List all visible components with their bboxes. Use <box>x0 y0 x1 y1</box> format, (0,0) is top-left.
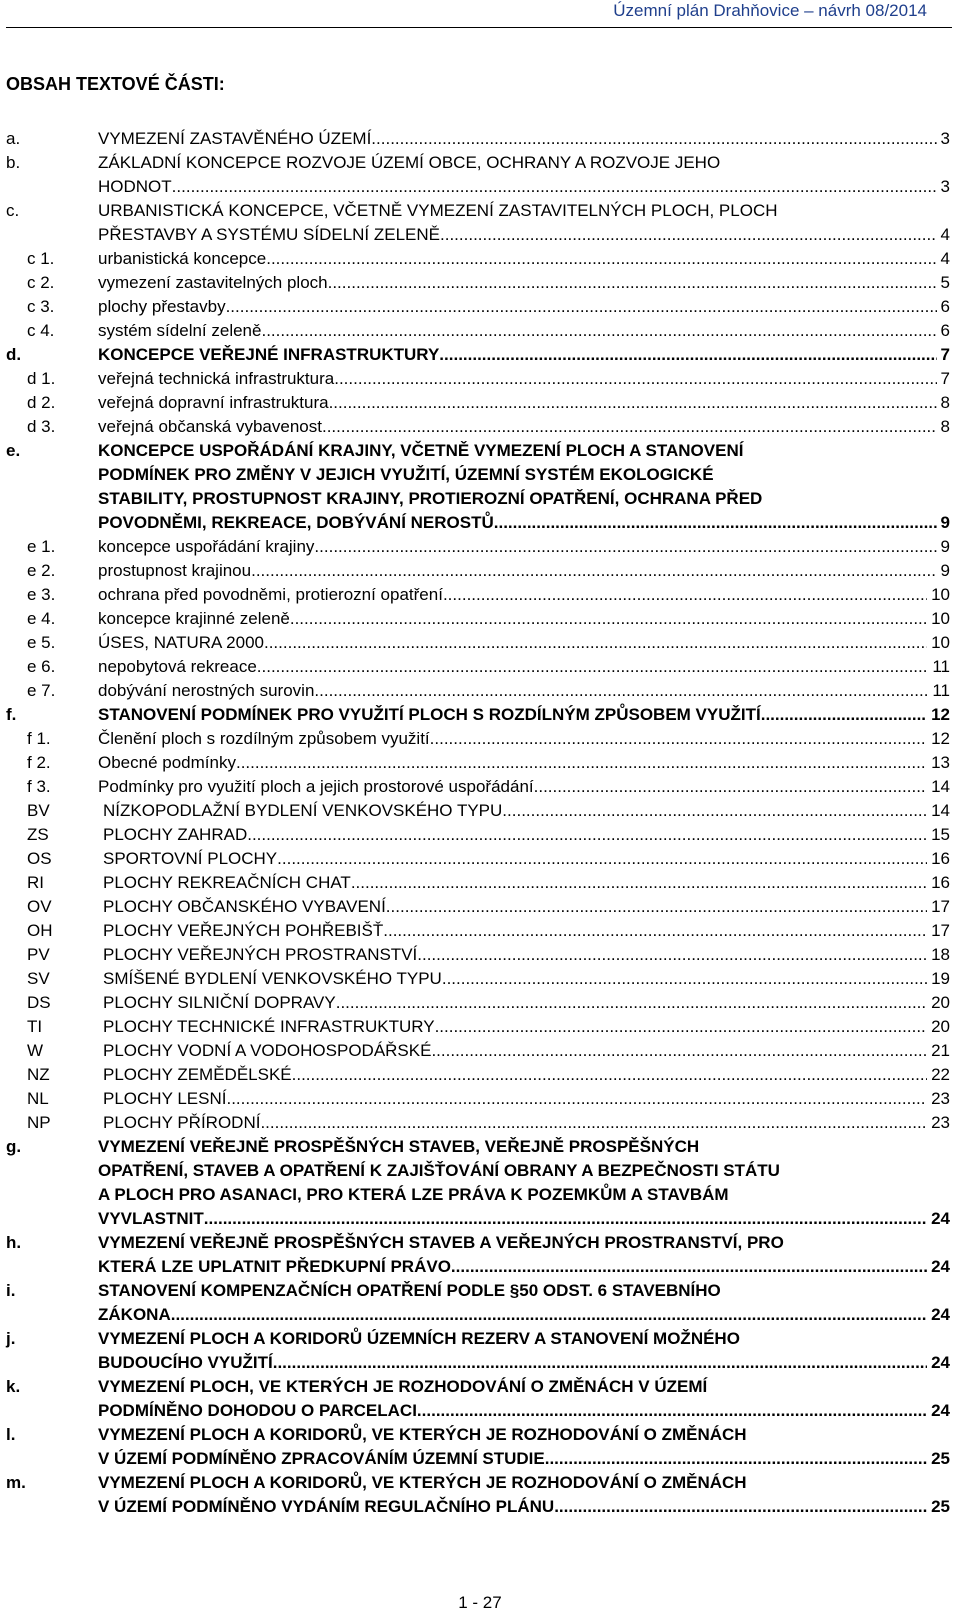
document-title: Územní plán Drahňovice – návrh 08/2014 <box>613 1 927 20</box>
toc-entry-title: veřejná občanská vybavenost <box>98 417 322 436</box>
toc-entry[interactable] <box>0 127 960 151</box>
toc-page-number: 24 <box>931 1209 950 1228</box>
toc-entry-label: SV <box>27 969 50 988</box>
toc-entry[interactable] <box>0 895 960 919</box>
toc-entry-title: VYMEZENÍ PLOCH A KORIDORŮ ÚZEMNÍCH REZERV A STANOVENÍ MOŽNÉHO <box>98 1329 740 1348</box>
toc-entry-title: URBANISTICKÁ KONCEPCE, VČETNĚ VYMEZENÍ ZASTAVITELNÝCH PLOCH, PLOCH <box>98 201 778 220</box>
toc-entry-label: NZ <box>27 1065 50 1084</box>
toc-entry-label: j. <box>6 1329 16 1348</box>
toc-entry-label <box>0 1351 98 1375</box>
toc-page-number: 22 <box>931 1065 950 1084</box>
toc-entry[interactable] <box>0 679 960 703</box>
toc-leader-dots <box>439 343 936 367</box>
toc-entry[interactable] <box>0 943 960 967</box>
toc-entry-label: i. <box>6 1281 16 1300</box>
toc-page-number: 12 <box>931 729 950 748</box>
page-number: 1 - 27 <box>458 1593 502 1612</box>
toc-entry-title: systém sídelní zeleně <box>98 321 262 340</box>
toc-leader-dots <box>440 223 937 247</box>
toc-page-number: 10 <box>931 633 950 652</box>
toc-entry[interactable] <box>0 655 960 679</box>
toc-entry-label <box>0 463 98 487</box>
toc-entry[interactable] <box>0 751 960 775</box>
toc-entry[interactable] <box>0 799 960 823</box>
toc-entry[interactable] <box>0 559 960 583</box>
toc-entry-label: e 2. <box>27 561 56 580</box>
toc-leader-dots <box>260 1111 927 1135</box>
toc-entry-label: a. <box>6 129 21 148</box>
toc-leader-dots <box>351 871 927 895</box>
toc-page-number: 12 <box>931 705 950 724</box>
toc-entry-label: e 3. <box>27 585 56 604</box>
toc-page-number: 11 <box>932 657 950 676</box>
toc-entry[interactable] <box>0 1231 960 1255</box>
toc-entry[interactable] <box>0 991 960 1015</box>
toc-entry-title: urbanistická koncepce <box>98 249 267 268</box>
toc-entry[interactable] <box>0 439 960 463</box>
toc-entry-title: veřejná dopravní infrastruktura <box>98 393 329 412</box>
toc-leader-dots <box>431 1039 927 1063</box>
toc-entry-label: e 7. <box>27 681 56 700</box>
toc-page-number: 3 <box>940 177 950 196</box>
toc-entry[interactable] <box>0 199 960 223</box>
toc-entry-label: OH <box>27 921 53 940</box>
toc-page-number: 16 <box>931 849 950 868</box>
toc-entry-title: PŘESTAVBY A SYSTÉMU SÍDELNÍ ZELENĚ <box>98 225 441 244</box>
toc-entry[interactable] <box>0 535 960 559</box>
toc-entry-title: A PLOCH PRO ASANACI, PRO KTERÁ LZE PRÁVA K POZEMKŮM A STAVBÁM <box>98 1185 729 1204</box>
toc-entry[interactable] <box>0 247 960 271</box>
header-divider <box>6 27 952 28</box>
toc-entry-label: e 6. <box>27 657 56 676</box>
toc-page-number: 4 <box>940 225 950 244</box>
toc-entry-label: RI <box>27 873 44 892</box>
toc-entry-title: PLOCHY VODNÍ A VODOHOSPODÁŘSKÉ <box>103 1041 432 1060</box>
toc-entry-label: DS <box>27 993 51 1012</box>
toc-leader-dots <box>443 583 927 607</box>
toc-entry-title: PLOCHY PŘÍRODNÍ <box>103 1113 261 1132</box>
toc-leader-dots <box>226 295 937 319</box>
toc-entry[interactable] <box>0 919 960 943</box>
toc-entry-title: PLOCHY VEŘEJNÝCH PROSTRANSTVÍ <box>103 945 418 964</box>
toc-page-number: 20 <box>931 993 950 1012</box>
toc-page-number: 18 <box>931 945 950 964</box>
toc-entry-label: f 2. <box>27 753 51 772</box>
toc-entry[interactable] <box>0 607 960 631</box>
toc-entry[interactable] <box>0 511 960 535</box>
toc-entry-title: prostupnost krajinou <box>98 561 252 580</box>
toc-entry-label: e. <box>6 441 21 460</box>
toc-entry-label: NL <box>27 1089 49 1108</box>
toc-entry-title: SPORTOVNÍ PLOCHY <box>103 849 278 868</box>
toc-entry-label <box>0 511 98 535</box>
toc-entry-label <box>0 1183 98 1207</box>
toc-entry-label: ZS <box>27 825 49 844</box>
toc-entry-label: c 3. <box>27 297 55 316</box>
toc-page-number: 13 <box>931 753 950 772</box>
toc-leader-dots <box>247 823 927 847</box>
toc-leader-dots <box>383 919 927 943</box>
toc-entry-label: h. <box>6 1233 22 1252</box>
toc-entry-title: Podmínky pro využití ploch a jejich prostorové uspořádání <box>98 777 534 796</box>
toc-page-number: 7 <box>940 369 950 388</box>
toc-entry[interactable] <box>0 1063 960 1087</box>
toc-entry[interactable] <box>0 151 960 175</box>
toc-entry-title: PLOCHY OBČANSKÉHO VYBAVENÍ <box>103 897 386 916</box>
toc-entry-title: PLOCHY REKREAČNÍCH CHAT <box>103 873 351 892</box>
toc-entry-title: PODMÍNEK PRO ZMĚNY V JEJICH VYUŽITÍ, ÚZEMNÍ SYSTÉM EKOLOGICKÉ <box>98 465 714 484</box>
toc-leader-dots <box>554 1495 927 1519</box>
toc-leader-dots <box>171 1303 927 1327</box>
toc-entry-title: veřejná technická infrastruktura <box>98 369 335 388</box>
toc-entry[interactable] <box>0 1111 960 1135</box>
toc-entry-label: d 3. <box>27 417 56 436</box>
toc-entry-label: l. <box>6 1425 16 1444</box>
toc-page-number: 8 <box>940 417 950 436</box>
toc-leader-dots <box>328 271 937 295</box>
toc-entry[interactable] <box>0 583 960 607</box>
toc-entry[interactable] <box>0 967 960 991</box>
toc-page-number: 14 <box>931 777 950 796</box>
toc-entry-title: PLOCHY SILNIČNÍ DOPRAVY <box>103 993 336 1012</box>
toc-entry-label: c 1. <box>27 249 55 268</box>
toc-leader-dots <box>314 535 936 559</box>
toc-leader-dots <box>226 1087 927 1111</box>
toc-entry-label: c 2. <box>27 273 55 292</box>
toc-entry-label: g. <box>6 1137 22 1156</box>
toc-page-number: 8 <box>940 393 950 412</box>
toc-page-number: 21 <box>931 1041 950 1060</box>
toc-entry-title: HODNOT <box>98 177 172 196</box>
toc-entry[interactable] <box>0 1327 960 1351</box>
toc-leader-dots <box>322 415 937 439</box>
toc-leader-dots <box>430 727 927 751</box>
toc-entry-title: PLOCHY TECHNICKÉ INFRASTRUKTURY <box>103 1017 435 1036</box>
toc-leader-dots <box>236 751 927 775</box>
toc-leader-dots <box>261 319 936 343</box>
toc-leader-dots <box>336 991 927 1015</box>
toc-leader-dots <box>502 799 927 823</box>
toc-page-number: 16 <box>931 873 950 892</box>
toc-entry-title: PLOCHY VEŘEJNÝCH POHŘEBIŠŤ <box>103 921 384 940</box>
toc-entry-label <box>0 1495 98 1519</box>
toc-entry-title: KONCEPCE USPOŘÁDÁNÍ KRAJINY, VČETNĚ VYMEZENÍ PLOCH A STANOVENÍ <box>98 441 744 460</box>
toc-entry-title: V ÚZEMÍ PODMÍNĚNO VYDÁNÍM REGULAČNÍHO PLÁNU <box>98 1497 555 1516</box>
toc-entry[interactable] <box>0 1255 960 1279</box>
toc-entry-label <box>0 1447 98 1471</box>
toc-page-number: 7 <box>940 345 950 364</box>
toc-page-number: 17 <box>931 897 950 916</box>
toc-leader-dots <box>534 775 927 799</box>
toc-entry-label: e 5. <box>27 633 56 652</box>
toc-leader-dots <box>494 511 937 535</box>
toc-entry[interactable] <box>0 1279 960 1303</box>
toc-entry-title: VYMEZENÍ PLOCH A KORIDORŮ, VE KTERÝCH JE ROZHODOVÁNÍ O ZMĚNÁCH <box>98 1425 747 1444</box>
toc-leader-dots <box>251 559 936 583</box>
toc-entry[interactable] <box>0 1375 960 1399</box>
toc-entry[interactable] <box>0 1423 960 1447</box>
toc-entry[interactable] <box>0 1039 960 1063</box>
toc-entry[interactable] <box>0 1471 960 1495</box>
toc-entry-label: c. <box>6 201 20 220</box>
toc-entry-title: ZÁKLADNÍ KONCEPCE ROZVOJE ÚZEMÍ OBCE, OCHRANY A ROZVOJE JEHO <box>98 153 721 172</box>
toc-entry-label: OS <box>27 849 52 868</box>
toc-page-number: 5 <box>940 273 950 292</box>
toc-entry-label: f 1. <box>27 729 51 748</box>
toc-entry-label: d 2. <box>27 393 56 412</box>
toc-entry[interactable] <box>0 1135 960 1159</box>
toc-entry-label: e 4. <box>27 609 56 628</box>
toc-entry[interactable] <box>0 703 960 727</box>
toc-page-number: 6 <box>940 321 950 340</box>
toc-entry[interactable] <box>0 775 960 799</box>
toc-entry-label: TI <box>27 1017 43 1036</box>
toc-entry-title: BUDOUCÍHO VYUŽITÍ <box>98 1353 273 1372</box>
toc-leader-dots <box>204 1207 927 1231</box>
toc-entry-title: VYMEZENÍ PLOCH A KORIDORŮ, VE KTERÝCH JE ROZHODOVÁNÍ O ZMĚNÁCH <box>98 1473 747 1492</box>
toc-page-number: 23 <box>931 1089 950 1108</box>
toc-page-number: 9 <box>940 561 950 580</box>
toc-entry[interactable] <box>0 295 960 319</box>
toc-leader-dots <box>290 607 927 631</box>
toc-entry-title: Členění ploch s rozdílným způsobem využití <box>98 729 430 748</box>
toc-entry-title: ZÁKONA <box>98 1305 171 1324</box>
toc-entry[interactable] <box>0 487 960 511</box>
toc-page-number: 3 <box>940 129 950 148</box>
toc-leader-dots <box>761 703 927 727</box>
toc-entry[interactable] <box>0 463 960 487</box>
toc-page-number: 9 <box>940 513 950 532</box>
toc-entry-title: PLOCHY ZEMĚDĚLSKÉ <box>103 1065 292 1084</box>
toc-entry-title: PLOCHY LESNÍ <box>103 1089 227 1108</box>
toc-page-number: 24 <box>931 1401 950 1420</box>
toc-page-number: 25 <box>931 1449 950 1468</box>
toc-page-number: 23 <box>931 1113 950 1132</box>
toc-entry-title: VYMEZENÍ ZASTAVĚNÉHO ÚZEMÍ <box>98 129 372 148</box>
toc-entry[interactable] <box>0 1015 960 1039</box>
toc-entry[interactable] <box>0 175 960 199</box>
toc-entry[interactable] <box>0 271 960 295</box>
toc-entry-title: vymezení zastavitelných ploch <box>98 273 328 292</box>
toc-leader-dots <box>292 1063 927 1087</box>
toc-page-number: 10 <box>931 609 950 628</box>
toc-entry[interactable] <box>0 1447 960 1471</box>
toc-entry-label <box>0 1207 98 1231</box>
toc-entry-label: c 4. <box>27 321 55 340</box>
toc-page-number: 17 <box>931 921 950 940</box>
toc-entry-title: ochrana před povodněmi, protierozní opatření <box>98 585 443 604</box>
toc-entry-label <box>0 1303 98 1327</box>
toc-page-number: 11 <box>932 681 950 700</box>
toc-entry-title: VYMEZENÍ VEŘEJNĚ PROSPĚŠNÝCH STAVEB A VEŘEJNÝCH PROSTRANSTVÍ, PRO <box>98 1233 784 1252</box>
toc-entry-label <box>0 1159 98 1183</box>
toc-entry-label: OV <box>27 897 52 916</box>
toc-entry-label <box>0 1255 98 1279</box>
toc-entry-title: PLOCHY ZAHRAD <box>103 825 248 844</box>
toc-entry-title: KTERÁ LZE UPLATNIT PŘEDKUPNÍ PRÁVO <box>98 1257 451 1276</box>
toc-entry-title: VYMEZENÍ PLOCH, VE KTERÝCH JE ROZHODOVÁNÍ O ZMĚNÁCH V ÚZEMÍ <box>98 1377 708 1396</box>
toc-entry-title: OPATŘENÍ, STAVEB A OPATŘENÍ K ZAJIŠŤOVÁNÍ OBRANY A BEZPEČNOSTI STÁTU <box>98 1161 780 1180</box>
toc-entry-title: NÍZKOPODLAŽNÍ BYDLENÍ VENKOVSKÉHO TYPU <box>103 801 503 820</box>
toc-entry[interactable] <box>0 1351 960 1375</box>
toc-entry[interactable] <box>0 319 960 343</box>
toc-entry-title: STANOVENÍ PODMÍNEK PRO VYUŽITÍ PLOCH S ROZDÍLNÝM ZPŮSOBEM VYUŽITÍ <box>98 705 761 724</box>
toc-entry[interactable] <box>0 631 960 655</box>
toc-entry-label: BV <box>27 801 50 820</box>
toc-entry-title: VYVLASTNIT <box>98 1209 204 1228</box>
toc-entry-title: ÚSES, NATURA 2000 <box>98 633 264 652</box>
toc-entry-title: SMÍŠENÉ BYDLENÍ VENKOVSKÉHO TYPU <box>103 969 442 988</box>
toc-entry-label: k. <box>6 1377 21 1396</box>
toc-entry-label <box>0 487 98 511</box>
toc-entry[interactable] <box>0 847 960 871</box>
toc-entry-title: nepobytová rekreace <box>98 657 257 676</box>
toc-leader-dots <box>329 391 937 415</box>
toc-entry[interactable] <box>0 871 960 895</box>
toc-entry-title: Obecné podmínky <box>98 753 236 772</box>
toc-entry[interactable] <box>0 1159 960 1183</box>
toc-entry-title: koncepce uspořádání krajiny <box>98 537 315 556</box>
toc-page-number: 14 <box>931 801 950 820</box>
toc-entry-label: d. <box>6 345 22 364</box>
toc-page-number: 10 <box>931 585 950 604</box>
toc-entry-label: b. <box>6 153 21 172</box>
toc-entry-label: e 1. <box>27 537 56 556</box>
toc-entry-title: dobývání nerostných surovin <box>98 681 315 700</box>
toc-page-number: 15 <box>931 825 950 844</box>
toc-entry-title: KONCEPCE VEŘEJNÉ INFRASTRUKTURY <box>98 345 440 364</box>
toc-entry-title: STABILITY, PROSTUPNOST KRAJINY, PROTIEROZNÍ OPATŘENÍ, OCHRANA PŘED <box>98 489 763 508</box>
toc-page-number: 19 <box>931 969 950 988</box>
toc-entry-label <box>0 1399 98 1423</box>
toc-leader-dots <box>277 847 927 871</box>
toc-entry-label: f 3. <box>27 777 51 796</box>
toc-leader-dots <box>264 631 927 655</box>
toc-entry-label: PV <box>27 945 50 964</box>
toc-leader-dots <box>371 127 936 151</box>
toc-entry[interactable] <box>0 1303 960 1327</box>
toc-leader-dots <box>334 367 936 391</box>
toc-entry-label: NP <box>27 1113 51 1132</box>
toc-entry-label: f. <box>6 705 17 724</box>
toc-leader-dots <box>435 1015 928 1039</box>
toc-entry-title: PODMÍNĚNO DOHODOU O PARCELACI <box>98 1401 417 1420</box>
toc-entry[interactable] <box>0 1207 960 1231</box>
toc-entry[interactable] <box>0 415 960 439</box>
toc-entry-label: d 1. <box>27 369 56 388</box>
toc-page-number: 6 <box>940 297 950 316</box>
toc-page-number: 24 <box>931 1305 950 1324</box>
toc-entry[interactable] <box>0 223 960 247</box>
toc-leader-dots <box>442 967 927 991</box>
toc-entry-title: plochy přestavby <box>98 297 226 316</box>
toc-entry-title: STANOVENÍ KOMPENZAČNÍCH OPATŘENÍ PODLE §50 ODST. 6 STAVEBNÍHO <box>98 1281 721 1300</box>
toc-page-number: 9 <box>940 537 950 556</box>
toc-leader-dots <box>417 943 927 967</box>
toc-leader-dots <box>266 247 936 271</box>
toc-entry[interactable] <box>0 727 960 751</box>
toc-leader-dots <box>417 1399 927 1423</box>
toc-leader-dots <box>257 655 929 679</box>
toc-page-number: 20 <box>931 1017 950 1036</box>
toc-entry[interactable] <box>0 391 960 415</box>
toc-leader-dots <box>545 1447 927 1471</box>
page-header <box>0 0 960 30</box>
toc-leader-dots <box>172 175 937 199</box>
toc-entry[interactable] <box>0 1495 960 1519</box>
toc-entry-label: W <box>27 1041 44 1060</box>
toc-heading: OBSAH TEXTOVÉ ČÁSTI: <box>6 74 225 94</box>
toc-leader-dots <box>386 895 927 919</box>
toc-entry[interactable] <box>0 823 960 847</box>
toc-entry[interactable] <box>0 1399 960 1423</box>
toc-leader-dots <box>451 1255 927 1279</box>
toc-entry[interactable] <box>0 367 960 391</box>
toc-entry[interactable] <box>0 343 960 367</box>
toc-entry-label <box>0 223 98 247</box>
toc-leader-dots <box>273 1351 927 1375</box>
toc-page-number: 24 <box>931 1353 950 1372</box>
table-of-contents <box>0 127 960 1519</box>
toc-entry-title: V ÚZEMÍ PODMÍNĚNO ZPRACOVÁNÍM ÚZEMNÍ STUDIE <box>98 1449 545 1468</box>
toc-page-number: 24 <box>931 1257 950 1276</box>
toc-entry-label: m. <box>6 1473 26 1492</box>
toc-entry-title: POVODNĚMI, REKREACE, DOBÝVÁNÍ NEROSTŮ <box>98 513 494 532</box>
toc-page-number: 25 <box>931 1497 950 1516</box>
toc-page-number: 4 <box>940 249 950 268</box>
toc-entry[interactable] <box>0 1087 960 1111</box>
toc-entry-label <box>0 175 98 199</box>
toc-entry[interactable] <box>0 1183 960 1207</box>
toc-entry-title: koncepce krajinné zeleně <box>98 609 290 628</box>
toc-leader-dots <box>314 679 928 703</box>
toc-entry-title: VYMEZENÍ VEŘEJNĚ PROSPĚŠNÝCH STAVEB, VEŘEJNĚ PROSPĚŠNÝCH <box>98 1137 700 1156</box>
